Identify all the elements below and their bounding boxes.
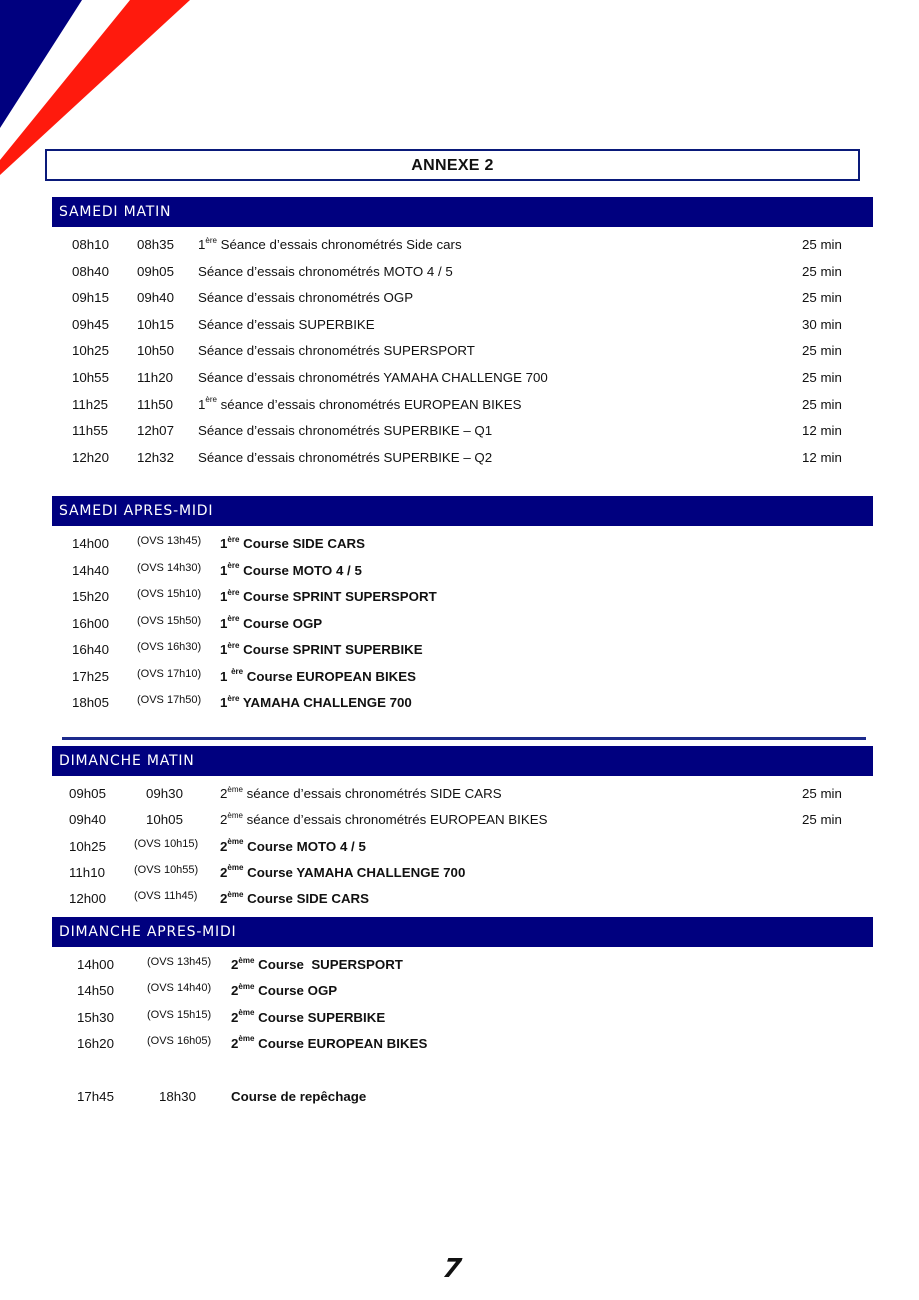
event-name: Course SIDE CARS: [239, 536, 366, 551]
start-time: 14h00: [77, 957, 114, 972]
ordinal-suffix: ère: [227, 693, 240, 703]
event-name: séance d’essais chronométrés SIDE CARS: [242, 786, 502, 801]
ordinal-number: 1: [220, 589, 228, 604]
section-header-samedi-apres-midi: [52, 496, 873, 526]
start-time: 08h40: [72, 263, 109, 279]
ordinal-suffix: ème: [227, 837, 244, 847]
schedule-row: [0, 285, 919, 311]
event-label: [198, 312, 375, 338]
schedule-row: [0, 781, 919, 807]
ovs-time: (OVS 14h30): [137, 561, 202, 574]
end-time: 10h50: [137, 343, 174, 359]
ordinal-suffix: ème: [227, 784, 243, 794]
ordinal-number: 1: [220, 562, 228, 578]
ovs-time: (OVS 15h15): [147, 1008, 212, 1021]
event-name: Course de repêchage: [231, 1088, 367, 1104]
event-name: Séance d’essais chronométrés MOTO 4 / 5: [198, 263, 453, 279]
event-name: Séance d’essais chronométrés YAMAHA CHALLENGE 700: [198, 370, 548, 385]
ovs-time: (OVS 16h05): [147, 1034, 212, 1047]
event-label: [231, 1084, 366, 1110]
section-header-dimanche-matin: [52, 746, 873, 776]
end-time: 10h05: [146, 812, 183, 828]
ordinal-number: 1: [198, 237, 206, 252]
ordinal-suffix: ère: [227, 640, 240, 650]
event-label: [198, 259, 453, 285]
schedule-row: [0, 531, 919, 557]
ordinal-number: 1: [198, 396, 206, 412]
event-label: [231, 1005, 385, 1031]
end-time: 11h20: [137, 370, 173, 385]
ordinal-number: 2: [220, 891, 228, 907]
section-title: SAMEDI MATIN: [59, 204, 172, 220]
ordinal-number: 1: [220, 695, 228, 710]
event-label: [198, 418, 492, 444]
start-time: 11h10: [69, 864, 105, 880]
ordinal-suffix: ème: [238, 1034, 255, 1044]
duration: 12 min: [802, 423, 842, 439]
end-time: 12h32: [137, 449, 174, 465]
start-time: 14h40: [72, 562, 109, 578]
ovs-time: (OVS 11h45): [134, 890, 198, 903]
event-label: [220, 611, 322, 637]
event-name: Course YAMAHA CHALLENGE 700: [243, 864, 466, 880]
schedule-row: [0, 978, 919, 1004]
event-label: [198, 445, 492, 471]
ordinal-suffix: ère: [205, 235, 217, 245]
start-time: 11h55: [72, 423, 108, 439]
schedule-row: [0, 365, 919, 391]
start-time: 17h45: [77, 1088, 114, 1104]
section-header-dimanche-apres-midi: [52, 917, 873, 947]
event-name: Course SIDE CARS: [243, 891, 370, 907]
schedule-row: [0, 807, 919, 833]
event-label: [231, 978, 337, 1004]
ordinal-suffix: ème: [238, 955, 255, 965]
event-label: [220, 531, 365, 557]
start-time: 11h25: [72, 396, 108, 412]
start-time: 08h10: [72, 237, 109, 252]
event-name: Séance d’essais chronométrés SUPERBIKE – Q1: [198, 423, 493, 439]
end-time: 09h05: [137, 263, 174, 279]
start-time: 10h25: [72, 343, 109, 359]
ordinal-suffix: ère: [205, 395, 217, 405]
schedule-row: [0, 886, 919, 912]
ovs-time: (OVS 13h45): [147, 956, 212, 968]
duration: 25 min: [802, 786, 842, 801]
schedule-row: [0, 834, 919, 860]
ordinal-number: 1: [220, 536, 228, 551]
start-time: 15h30: [77, 1009, 114, 1025]
event-name: Séance d’essais chronométrés SUPERBIKE – Q2: [198, 449, 493, 465]
schedule-row: [0, 445, 919, 471]
start-time: 15h20: [72, 589, 109, 604]
event-label: [220, 834, 366, 860]
end-time: 10h15: [137, 316, 174, 332]
ordinal-number: 2: [231, 1035, 239, 1051]
ovs-time: (OVS 10h15): [134, 837, 199, 850]
event-label: [220, 807, 547, 833]
duration: 25 min: [802, 370, 842, 385]
event-label: [231, 1031, 427, 1057]
start-time: 10h25: [69, 838, 106, 854]
schedule-row: [0, 418, 919, 444]
ordinal-suffix: ème: [227, 889, 244, 899]
ordinal-number: 2: [220, 812, 228, 828]
event-name: YAMAHA CHALLENGE 700: [239, 695, 412, 710]
event-name: Course MOTO 4 / 5: [239, 562, 362, 578]
ordinal-suffix: ème: [238, 1008, 255, 1018]
duration: 25 min: [802, 343, 842, 359]
schedule-row: [0, 584, 919, 610]
schedule-row: [0, 664, 919, 690]
ovs-time: (OVS 13h45): [137, 535, 202, 547]
start-time: 10h55: [72, 370, 109, 385]
divider-line: [62, 737, 866, 740]
schedule-row: [0, 860, 919, 886]
event-label: [220, 860, 465, 886]
ordinal-number: 2: [220, 864, 228, 880]
ovs-time: (OVS 17h50): [137, 694, 202, 706]
ordinal-number: 1: [220, 668, 232, 684]
ovs-time: (OVS 17h10): [137, 667, 202, 680]
ordinal-suffix: ère: [227, 561, 240, 571]
end-time: 11h50: [137, 396, 173, 412]
event-label: [198, 338, 475, 364]
ordinal-suffix: ème: [227, 810, 243, 820]
duration: 25 min: [802, 396, 842, 412]
end-time: 08h35: [137, 237, 174, 252]
section-title: DIMANCHE APRES-MIDI: [59, 924, 237, 940]
ordinal-suffix: ère: [227, 587, 240, 597]
event-name: Course SUPERSPORT: [254, 957, 403, 972]
schedule-row: [0, 1031, 919, 1057]
event-label: [198, 285, 413, 311]
end-time: 12h07: [137, 423, 174, 439]
event-name: séance d’essais chronométrés EUROPEAN BIKES: [216, 396, 522, 412]
ovs-time: (OVS 10h55): [134, 863, 199, 876]
schedule-row: [0, 338, 919, 364]
event-name: Séance d’essais chronométrés SUPERSPORT: [198, 343, 475, 359]
duration: 25 min: [802, 237, 842, 252]
schedule-row: [0, 1084, 919, 1110]
end-time: 09h40: [137, 290, 174, 306]
schedule-row: [0, 952, 919, 978]
start-time: 14h00: [72, 536, 109, 551]
event-name: Course EUROPEAN BIKES: [254, 1035, 428, 1051]
ordinal-suffix: ère: [227, 534, 240, 544]
ordinal-suffix: ème: [227, 863, 244, 873]
start-time: 12h20: [72, 449, 109, 465]
page-number: 7: [440, 1254, 464, 1284]
start-time: 16h40: [72, 642, 109, 657]
start-time: 16h00: [72, 615, 109, 631]
start-time: 09h05: [69, 786, 106, 801]
ordinal-number: 2: [231, 1009, 239, 1025]
schedule-row: [0, 392, 919, 418]
start-time: 12h00: [69, 891, 106, 907]
start-time: 17h25: [72, 668, 109, 684]
event-name: Course EUROPEAN BIKES: [243, 668, 417, 684]
ovs-time: (OVS 16h30): [137, 641, 202, 653]
duration: 30 min: [802, 316, 842, 332]
start-time: 09h45: [72, 316, 109, 332]
event-name: Course SUPERBIKE: [254, 1009, 386, 1025]
ordinal-number: 2: [231, 957, 239, 972]
start-time: 09h40: [69, 812, 106, 828]
ordinal-number: 2: [231, 983, 239, 999]
section-title: SAMEDI APRES-MIDI: [59, 503, 214, 519]
start-time: 16h20: [77, 1035, 114, 1051]
end-time: 18h30: [159, 1088, 196, 1104]
event-name: Séance d’essais chronométrés Side cars: [216, 237, 462, 252]
event-label: [220, 781, 502, 807]
ordinal-suffix: ère: [231, 667, 244, 677]
ordinal-number: 2: [220, 838, 228, 854]
event-label: [198, 365, 548, 391]
ordinal-suffix: ère: [227, 614, 240, 624]
event-label: [220, 690, 412, 716]
event-label: [198, 232, 462, 258]
event-label: [220, 584, 437, 610]
event-name: Course MOTO 4 / 5: [243, 838, 366, 854]
event-label: [220, 886, 369, 912]
schedule-row: [0, 690, 919, 716]
event-name: Course SPRINT SUPERBIKE: [239, 642, 423, 657]
event-label: [220, 558, 362, 584]
schedule-row: [0, 312, 919, 338]
start-time: 14h50: [77, 983, 114, 999]
ordinal-number: 1: [220, 615, 228, 631]
annexe-title: ANNEXE 2: [411, 157, 494, 174]
event-label: [220, 637, 423, 663]
schedule-row: [0, 637, 919, 663]
schedule-row: [0, 259, 919, 285]
duration: 25 min: [802, 290, 842, 306]
schedule-row: [0, 611, 919, 637]
ovs-time: (OVS 15h50): [137, 614, 202, 627]
ordinal-suffix: ème: [238, 981, 255, 991]
duration: 25 min: [802, 263, 842, 279]
start-time: 09h15: [72, 290, 109, 306]
event-name: Course SPRINT SUPERSPORT: [239, 589, 437, 604]
ordinal-number: 2: [220, 786, 228, 801]
start-time: 18h05: [72, 695, 109, 710]
event-name: séance d’essais chronométrés EUROPEAN BIKES: [242, 812, 548, 828]
event-label: [220, 664, 416, 690]
event-label: [198, 392, 521, 418]
event-name: Séance d’essais SUPERBIKE: [198, 316, 375, 332]
section-header-samedi-matin: [52, 197, 873, 227]
ordinal-number: 1: [220, 642, 228, 657]
schedule-row: [0, 558, 919, 584]
event-label: [231, 952, 403, 978]
event-name: Course OGP: [254, 983, 338, 999]
schedule-row: [0, 1005, 919, 1031]
end-time: 09h30: [146, 786, 183, 801]
event-name: Séance d’essais chronométrés OGP: [198, 290, 414, 306]
ovs-time: (OVS 14h40): [147, 982, 212, 995]
duration: 25 min: [802, 812, 842, 828]
duration: 12 min: [802, 449, 842, 465]
section-title: DIMANCHE MATIN: [59, 753, 195, 769]
ovs-time: (OVS 15h10): [137, 588, 202, 600]
event-name: Course OGP: [239, 615, 323, 631]
schedule-row: [0, 232, 919, 258]
annexe-title-box: [45, 149, 860, 181]
